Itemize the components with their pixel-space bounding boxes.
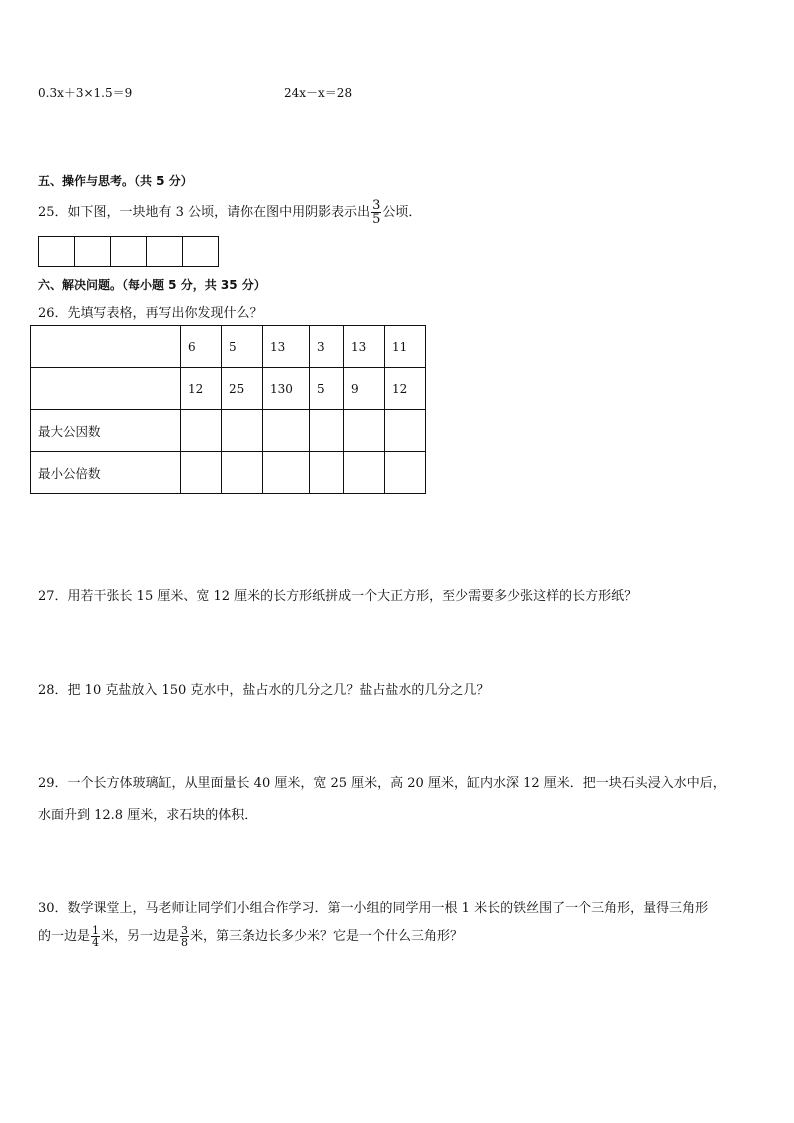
answer-cell[interactable] [263, 452, 310, 494]
table-cell [31, 326, 181, 368]
table-cell: 25 [222, 368, 263, 410]
question-29-line-1: 29．一个长方体玻璃缸，从里面量长 40 厘米，宽 25 厘米，高 20 厘米，缸内水深 12 厘米．把一块石头浸入水中后， [38, 776, 726, 791]
land-part[interactable] [183, 237, 218, 266]
table-cell: 5 [310, 368, 344, 410]
table-cell: 12 [181, 368, 222, 410]
fraction-one-quarter: $\frac{1}{4}$ [92, 924, 100, 949]
land-part[interactable] [147, 237, 183, 266]
row-label-lcm: 最小公倍数 [31, 452, 181, 494]
equation-2: 24x－x＝28 [284, 86, 353, 100]
answer-cell[interactable] [263, 410, 310, 452]
table-cell: 9 [344, 368, 385, 410]
table-cell: 13 [344, 326, 385, 368]
question-25 [38, 199, 421, 226]
question-30-text-b: 米，另一边是 [101, 929, 180, 944]
land-part[interactable] [39, 237, 75, 266]
answer-cell[interactable] [385, 452, 426, 494]
answer-cell[interactable] [310, 452, 344, 494]
table-cell: 13 [263, 326, 310, 368]
table-row [31, 368, 426, 410]
question-26: 26．先填写表格，再写出你发现什么？ [38, 306, 263, 321]
section-5-heading: 五、操作与思考。（共 5 分） [38, 174, 193, 188]
question-25-prefix: 25．如下图，一块地有 3 公顷，请你在图中用阴影表示出 [38, 205, 371, 220]
table-cell: 11 [385, 326, 426, 368]
table-cell: 5 [222, 326, 263, 368]
row-label-gcd: 最大公因数 [31, 410, 181, 452]
table-cell: 12 [385, 368, 426, 410]
table-cell: 3 [310, 326, 344, 368]
question-29-line-2: 水面升到 12.8 厘米，求石块的体积． [38, 808, 258, 823]
gcd-lcm-table [30, 325, 426, 494]
table-row [31, 410, 426, 452]
answer-cell[interactable] [181, 452, 222, 494]
answer-cell[interactable] [310, 410, 344, 452]
answer-cell[interactable] [344, 452, 385, 494]
answer-cell[interactable] [222, 410, 263, 452]
land-part[interactable] [111, 237, 147, 266]
equation-1: 0.3x＋3×1.5＝9 [38, 86, 133, 100]
question-30-line-1: 30．数学课堂上，马老师让同学们小组合作学习．第一小组的同学用一根 1 米长的铁丝围了一个三角形，量得三角形 [38, 901, 709, 916]
question-30-text-c: 米，第三条边长多少米？它是一个什么三角形？ [190, 929, 464, 944]
question-30-line-2 [38, 925, 463, 948]
fraction-three-fifths: $\frac{3}{5}$ [372, 198, 381, 227]
question-25-suffix: 公顷． [382, 205, 422, 220]
table-cell: 6 [181, 326, 222, 368]
table-cell: 130 [263, 368, 310, 410]
table-row [31, 452, 426, 494]
section-6-heading: 六、解决问题。（每小题 5 分，共 35 分） [38, 278, 266, 292]
question-27: 27．用若干张长 15 厘米、宽 12 厘米的长方形纸拼成一个大正方形，至少需要多少张这样的长方形纸？ [38, 589, 638, 604]
land-part[interactable] [75, 237, 111, 266]
answer-cell[interactable] [344, 410, 385, 452]
table-row [31, 326, 426, 368]
answer-cell[interactable] [181, 410, 222, 452]
question-30-text-a: 的一边是 [38, 929, 91, 944]
land-grid-five-parts[interactable] [38, 236, 219, 267]
fraction-three-eighths: $\frac{3}{8}$ [181, 924, 189, 949]
answer-cell[interactable] [222, 452, 263, 494]
table-cell [31, 368, 181, 410]
question-28: 28．把 10 克盐放入 150 克水中，盐占水的几分之几？盐占盐水的几分之几？ [38, 683, 490, 698]
answer-cell[interactable] [385, 410, 426, 452]
